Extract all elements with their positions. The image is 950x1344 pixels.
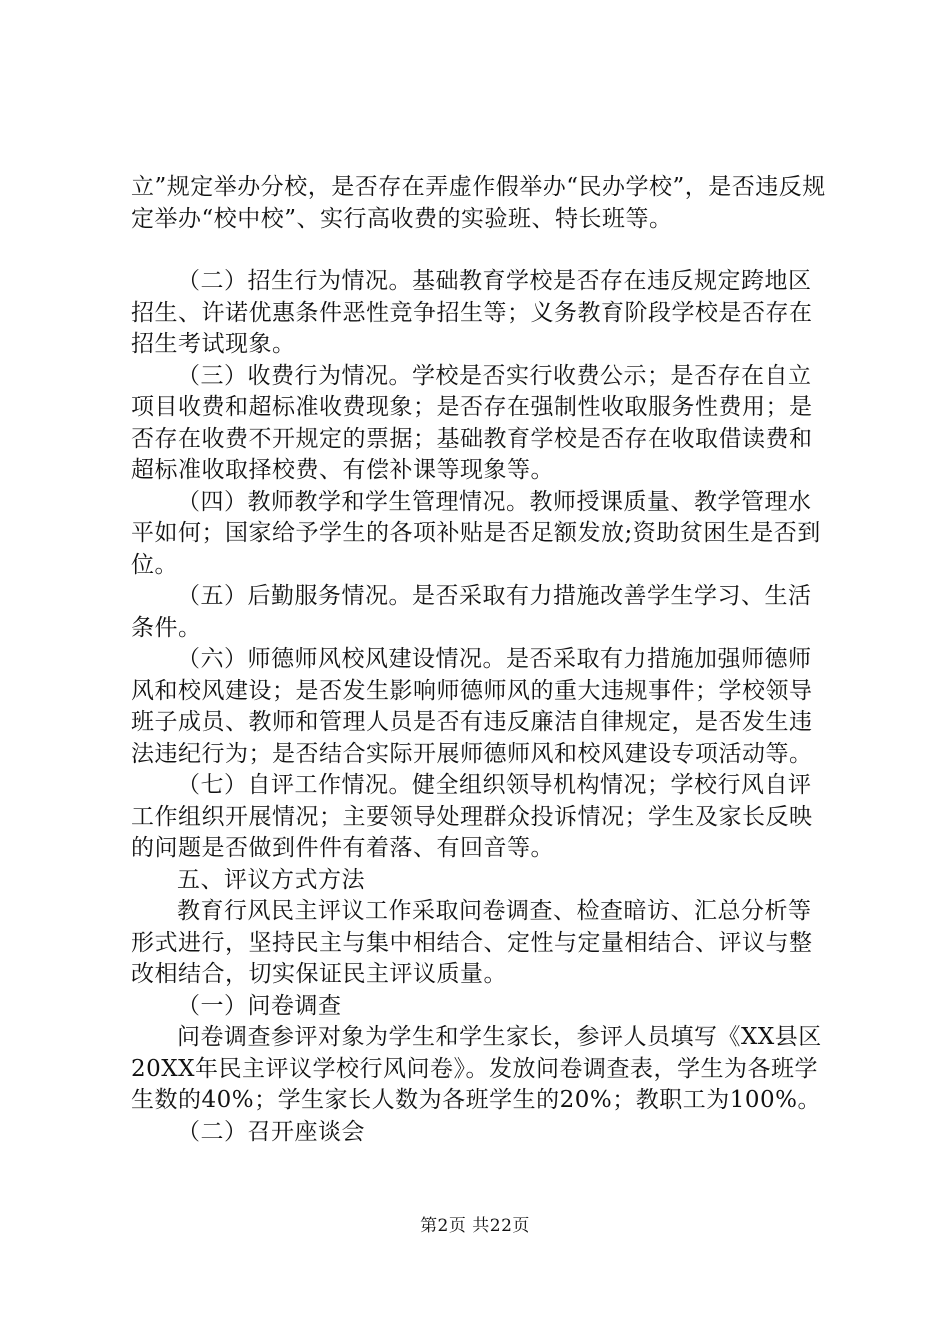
- paragraph-teaching: （四）教师教学和学生管理情况。教师授课质量、教学管理水平如何；国家给予学生的各项补贴是否足额发放;资助贫困生是否到位。: [131, 488, 821, 578]
- paragraph-methods: 教育行风民主评议工作采取问卷调查、检查暗访、汇总分析等形式进行，坚持民主与集中相结合、定性与定量相结合、评议与整改相结合，切实保证民主评议质量。: [131, 898, 813, 987]
- page-number-footer: 第2页 共22页: [420, 1216, 530, 1236]
- paragraph-enrollment: （二）招生行为情况。基础教育学校是否存在违反规定跨地区招生、许诺优惠条件恶性竞争招生等；义务教育阶段学校是否存在招生考试现象。: [131, 268, 813, 357]
- subheading-symposium: （二）召开座谈会: [177, 1118, 365, 1145]
- subheading-questionnaire: （一）问卷调查: [177, 992, 342, 1019]
- paragraph-continuation: 立”规定举办分校，是否存在弄虚作假举办“民办学校”，是否违反规定举办“校中校”、实行高收费的实验班、特长班等。: [131, 174, 826, 232]
- paragraph-self-evaluation: （七）自评工作情况。健全组织领导机构情况；学校行风自评工作组织开展情况；主要领导处理群众投诉情况；学生及家长反映的问题是否做到件件有着落、有回音等。: [131, 772, 813, 861]
- document-body: [131, 172, 831, 1148]
- paragraph-logistics: （五）后勤服务情况。是否采取有力措施改善学生学习、生活条件。: [131, 583, 812, 641]
- paragraph-questionnaire: 问卷调查参评对象为学生和学生家长，参评人员填写《XX县区20XX年民主评议学校行风问卷》。发放问卷调查表，学生为各班学生数的40%；学生家长人数为各班学生的20%；教职工为100%。: [131, 1024, 822, 1113]
- section-heading-methods: 五、评议方式方法: [177, 866, 365, 893]
- paragraph-fees: （三）收费行为情况。学校是否实行收费公示；是否存在自立项目收费和超标准收费现象；是否存在强制性收取服务性费用；是否存在收费不开规定的票据；基础教育学校是否存在收取借读费和超标准收取择校费、有偿补课等现象等。: [131, 362, 813, 483]
- paragraph-ethics: （六）师德师风校风建设情况。是否采取有力措施加强师德师风和校风建设；是否发生影响师德师风的重大违规事件；学校领导班子成员、教师和管理人员是否有违反廉洁自律规定，是否发生违法违纪行为；是否结合实际开展师德师风和校风建设专项活动等。: [131, 646, 813, 767]
